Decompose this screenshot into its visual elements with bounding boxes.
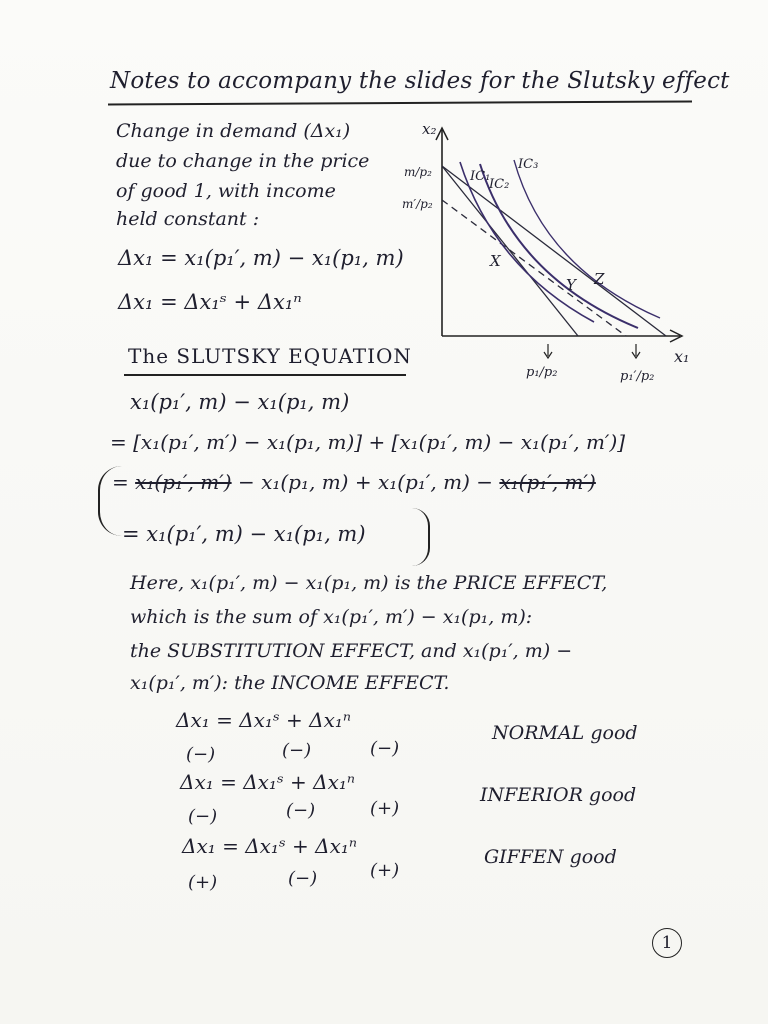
ic1-label: IC₁ [470, 169, 491, 184]
x-tick-p1-prime-over-p2: p₁′/p₂ [620, 369, 655, 384]
slutsky-line-2: = [x₁(p₁′, m′) − x₁(p₁, m)] + [x₁(p₁′, m) − x₁(p₁′, m′)] [110, 430, 626, 454]
indifference-curve-1 [460, 162, 594, 322]
slutsky-heading: The SLUTSKY EQUATION [128, 344, 412, 368]
slutsky-line-3 [112, 470, 596, 494]
inferior-good-label: INFERIOR good [480, 784, 637, 806]
giffen-sign-substitution: (−) [288, 868, 318, 889]
intro-line-2: due to change in the price [116, 150, 370, 172]
explanation-line-4: x₁(p₁′, m′): the INCOME EFFECT. [130, 672, 450, 694]
explanation-line-2: which is the sum of x₁(p₁′, m′) − x₁(p₁, m): [130, 606, 533, 628]
y-axis-label: x₂ [422, 120, 437, 138]
decomposition-equation: Δx₁ = Δx₁ˢ + Δx₁ⁿ [118, 290, 302, 314]
x-tick-p1-over-p2: p₁/p₂ [526, 365, 558, 380]
indifference-curve-3 [514, 160, 660, 318]
inferior-sign-total: (−) [188, 806, 218, 827]
title-underline [108, 100, 692, 105]
giffen-sign-total: (+) [188, 872, 218, 893]
demand-change-equation: Δx₁ = x₁(p₁′, m) − x₁(p₁, m) [118, 246, 404, 270]
slutsky-line-4: = x₁(p₁′, m) − x₁(p₁, m) [122, 522, 366, 546]
y-tick-m-over-p2: m/p₂ [404, 165, 432, 179]
ic2-label: IC₂ [489, 177, 510, 192]
point-z-label: Z [594, 270, 605, 288]
point-x-label: X [490, 252, 501, 270]
slutsky-line-1: x₁(p₁′, m) − x₁(p₁, m) [130, 390, 350, 414]
inferior-sign-substitution: (−) [286, 800, 316, 821]
new-budget-line [442, 166, 666, 336]
normal-sign-substitution: (−) [282, 740, 312, 761]
x-axis-label: x₁ [674, 347, 690, 366]
intro-line-4: held constant : [116, 208, 260, 230]
page-number: 1 [652, 928, 682, 958]
normal-sign-income: (−) [370, 738, 400, 759]
ic3-label: IC₃ [518, 157, 539, 172]
compensated-budget-line [442, 200, 626, 336]
inferior-sign-income: (+) [370, 798, 400, 819]
explanation-line-1: Here, x₁(p₁′, m) − x₁(p₁, m) is the PRICE EFFECT, [130, 572, 608, 594]
right-bracket [412, 508, 430, 566]
line-3-middle: − x₁(p₁, m) + x₁(p₁′, m) − [231, 470, 500, 494]
point-y-label: Y [566, 276, 576, 294]
cancelled-term-1: x₁(p₁′, m′) [135, 470, 232, 494]
inferior-good-equation: Δx₁ = Δx₁ˢ + Δx₁ⁿ [180, 770, 356, 794]
intro-line-1: Change in demand (Δx₁) [116, 120, 351, 142]
y-tick-m-prime-over-p2: m′/p₂ [402, 197, 433, 211]
intro-line-3: of good 1, with income [116, 180, 336, 202]
giffen-sign-income: (+) [370, 860, 400, 881]
explanation-line-3: the SUBSTITUTION EFFECT, and x₁(p₁′, m) − [130, 640, 573, 662]
normal-sign-total: (−) [186, 744, 216, 765]
normal-good-label: NORMAL good [492, 722, 638, 744]
page-title: Notes to accompany the slides for the Slutsky effect [110, 68, 730, 94]
giffen-good-equation: Δx₁ = Δx₁ˢ + Δx₁ⁿ [182, 834, 358, 858]
slutsky-underline [124, 374, 406, 376]
indifference-curve-diagram [398, 118, 698, 388]
cancelled-term-2: x₁(p₁′, m′) [499, 470, 596, 494]
line-3-equals: = [112, 470, 136, 494]
normal-good-equation: Δx₁ = Δx₁ˢ + Δx₁ⁿ [176, 708, 352, 732]
giffen-good-label: GIFFEN good [484, 846, 617, 868]
